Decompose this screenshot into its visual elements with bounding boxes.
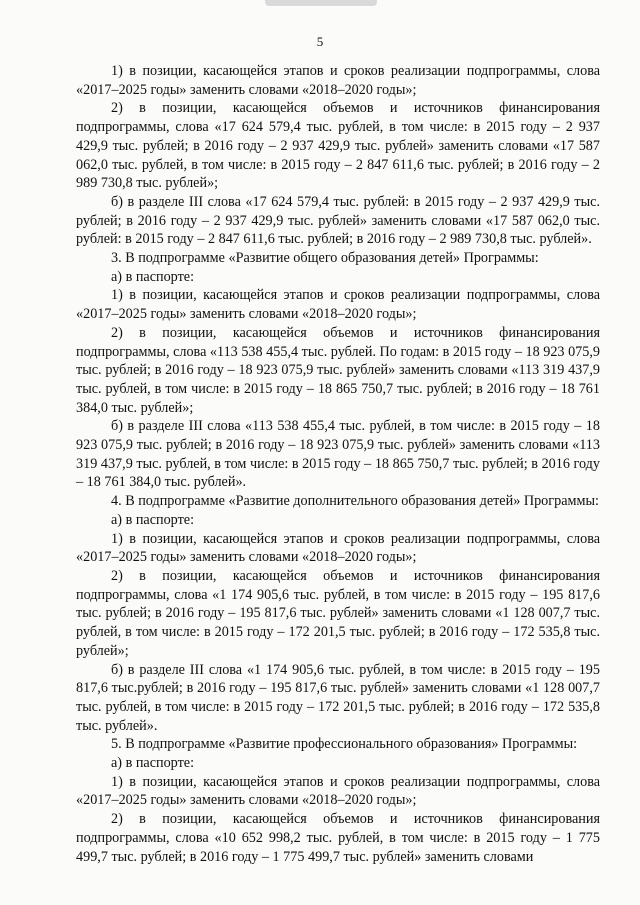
paragraph: 2) в позиции, касающейся объемов и источников финансирования подпрограммы, слова «1 174 905,6 тыс. рублей, в том числе: в 2015 году – 195 817,6 тыс. рублей; в 2016 году – 195 817,6 тыс. рублей» заменить словами «1 128 007,7 тыс. рублей, в том числе: в 2015 году – 172 201,5 тыс. рублей; в 2016 году – 172 535,8 тыс. рублей»; — [76, 567, 600, 659]
page-number: 5 — [316, 34, 324, 49]
paragraph: 2) в позиции, касающейся объемов и источников финансирования подпрограммы, слова «17 624 579,4 тыс. рублей, в том числе: в 2015 году – 2 937 429,9 тыс. рублей; в 2016 году – 2 937 429,9 тыс. рублей» заменить словами «17 587 062,0 тыс. рублей, в том числе: в 2015 году – 2 847 611,6 тыс. рублей; в 2016 году – 2 989 730,8 тыс. рублей»; — [76, 100, 600, 192]
paragraph: а) в паспорте: — [111, 755, 195, 772]
paragraph: а) в паспорте: — [111, 268, 195, 285]
paragraph: 1) в позиции, касающейся этапов и сроков реализации подпрограммы, слова «2017–2025 годы» заменить словами «2018–2020 годы»; — [76, 530, 600, 566]
paragraph: б) в разделе III слова «17 624 579,4 тыс. рублей: в 2015 году – 2 937 429,9 тыс. рублей; в 2016 году – 2 937 429,9 тыс. рублей» заменить словами «17 587 062,0 тыс. рублей: в 2015 году – 2 847 611,6 тыс. рублей; в 2016 году – 2 989 730,8 тыс. рублей». — [76, 193, 600, 248]
paragraph: б) в разделе III слова «1 174 905,6 тыс. рублей, в том числе: в 2015 году – 195 817,6 тыс.рублей; в 2016 году – 195 817,6 тыс. рублей» заменить словами «1 128 007,7 тыс. рублей, в том числе: в 2015 году – 172 201,5 тыс. рублей; в 2016 году – 172 535,8 тыс. рублей». — [76, 661, 600, 734]
document-body — [76, 62, 600, 866]
paragraph: 1) в позиции, касающейся этапов и сроков реализации подпрограммы, слова «2017–2025 годы» заменить словами «2018–2020 годы»; — [76, 773, 600, 809]
paragraph: 2) в позиции, касающейся объемов и источников финансирования подпрограммы, слова «113 538 455,4 тыс. рублей. По годам: в 2015 году – 18 923 075,9 тыс. рублей; в 2016 году – 18 923 075,9 тыс. рублей» заменить словами «113 319 437,9 тыс. рублей, в том числе: в 2015 году – 18 865 750,7 тыс. рублей; в 2016 году – 18 761 384,0 тыс. рублей»; — [76, 324, 600, 416]
paragraph: 1) в позиции, касающейся этапов и сроков реализации подпрограммы, слова «2017–2025 годы» заменить словами «2018–2020 годы»; — [76, 63, 600, 98]
paragraph: б) в разделе III слова «113 538 455,4 тыс. рублей, в том числе: в 2015 году – 18 923 075,9 тыс. рублей; в 2016 году – 18 923 075,9 тыс. рублей» заменить словами «113 319 437,9 тыс. рублей, в том числе: в 2015 году – 18 865 750,7 тыс. рублей; в 2016 году – 18 761 384,0 тыс. рублей». — [76, 418, 600, 491]
paragraph: а) в паспорте: — [111, 511, 195, 528]
section-heading: 4. В подпрограмме «Развитие дополнительного образования детей» Программы: — [111, 493, 599, 510]
section-heading: 5. В подпрограмме «Развитие профессионального образования» Программы: — [111, 736, 578, 753]
section-heading: 3. В подпрограмме «Развитие общего образования детей» Программы: — [111, 250, 539, 267]
scan-artifact — [265, 0, 377, 6]
paragraph: 1) в позиции, касающейся этапов и сроков реализации подпрограммы, слова «2017–2025 годы» заменить словами «2018–2020 годы»; — [76, 287, 600, 323]
paragraph: 2) в позиции, касающейся объемов и источников финансирования подпрограммы, слова «10 652 998,2 тыс. рублей, в том числе: в 2015 году – 1 775 499,7 тыс. рублей; в 2016 году – 1 775 499,7 тыс. рублей» заменить словами — [76, 811, 600, 865]
